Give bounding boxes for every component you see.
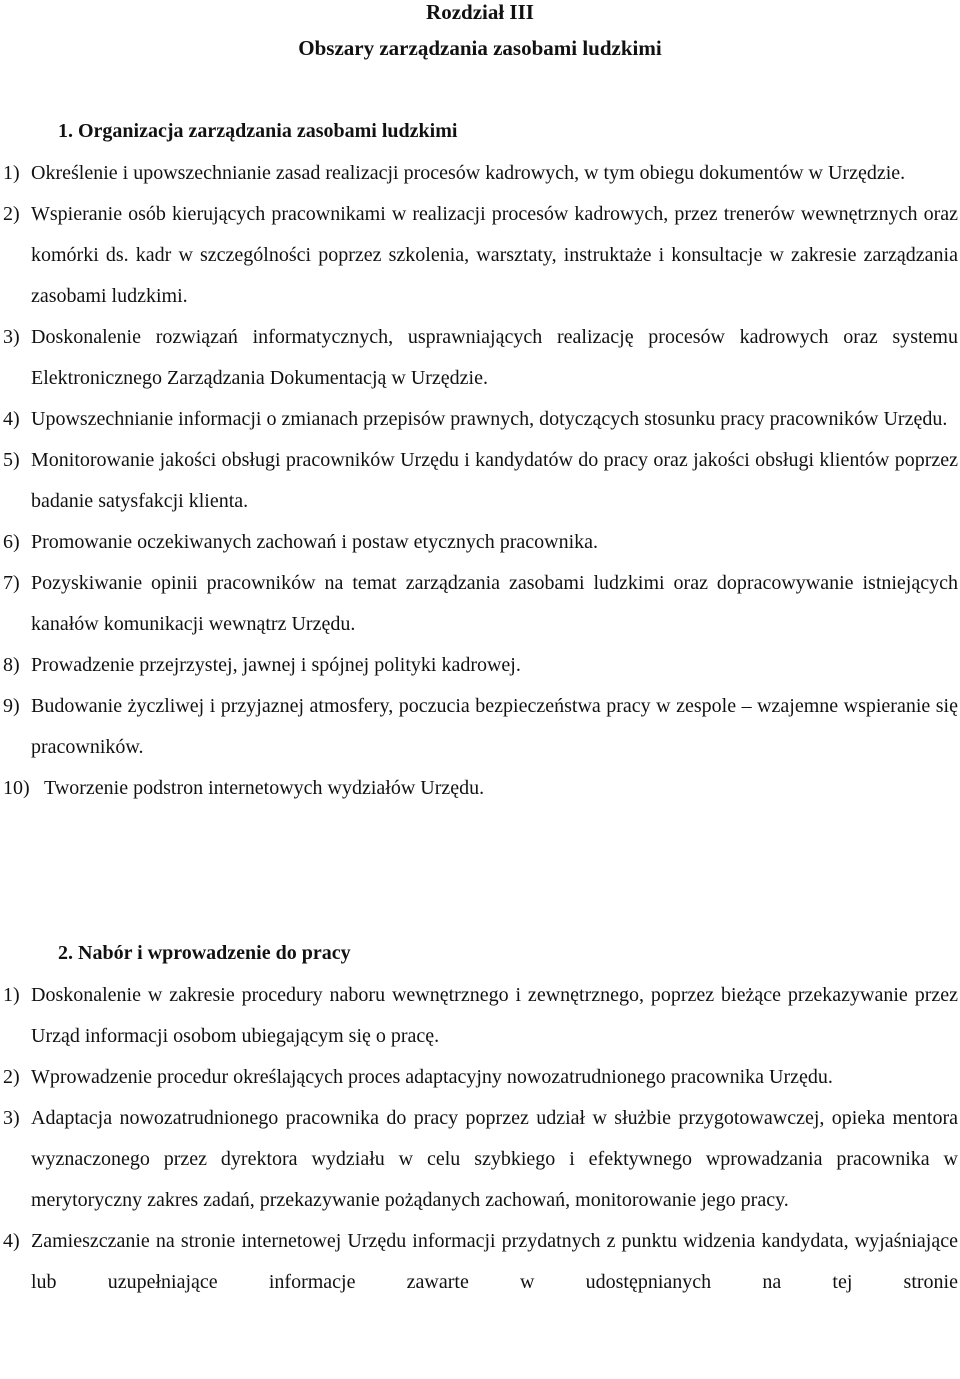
list-item-number: 9) (3, 695, 20, 717)
list-item-number: 6) (3, 531, 20, 553)
list-item (0, 686, 958, 768)
list-item (0, 399, 958, 440)
list-item-text: Pozyskiwanie opinii pracowników na temat zarządzania zasobami ludzkimi oraz dopracowywanie istniejących kanałów komunikacji wewnątrz Urzędu. (31, 572, 958, 635)
list-item-text: Doskonalenie rozwiązań informatycznych, usprawniających realizację procesów kadrowych oraz systemu Elektronicznego Zarządzania Dokumentacją w Urzędzie. (31, 326, 958, 389)
list-item (0, 768, 958, 809)
list-item (0, 1098, 958, 1221)
list-item-text: Upowszechnianie informacji o zmianach przepisów prawnych, dotyczących stosunku pracy pracowników Urzędu. (31, 408, 948, 430)
list-item (0, 440, 958, 522)
list-item-number: 3) (3, 1107, 20, 1129)
list-item-number: 4) (3, 1230, 20, 1252)
list-item-text: Wspieranie osób kierujących pracownikami w realizacji procesów kadrowych, przez trenerów wewnętrznych oraz komórki ds. kadr w szczególności poprzez szkolenia, warsztaty, instruktaże i konsultacje w zakresie zarządzania zasobami ludzkimi. (31, 203, 958, 307)
list-item-text: Prowadzenie przejrzystej, jawnej i spójnej polityki kadrowej. (31, 654, 521, 676)
section-2-heading: 2. Nabór i wprowadzenie do pracy (58, 942, 351, 964)
list-item (0, 975, 958, 1057)
list-item-text: Wprowadzenie procedur określających proces adaptacyjny nowozatrudnionego pracownika Urzędu. (31, 1066, 833, 1088)
list-item (0, 645, 958, 686)
list-item (0, 194, 958, 317)
section-2-list (0, 975, 958, 1303)
list-item-number: 8) (3, 654, 20, 676)
list-item (0, 522, 958, 563)
list-item-text: Tworzenie podstron internetowych wydziałów Urzędu. (44, 777, 485, 799)
list-item-number: 2) (3, 203, 20, 225)
list-item-number: 1) (3, 162, 20, 184)
list-item (0, 317, 958, 399)
list-item-text: Monitorowanie jakości obsługi pracowników Urzędu i kandydatów do pracy oraz jakości obsługi klientów poprzez badanie satysfakcji klienta. (31, 449, 958, 512)
chapter-title: Rozdział III (426, 0, 534, 24)
list-item-number: 7) (3, 572, 20, 594)
list-item-text: Budowanie życzliwej i przyjaznej atmosfery, poczucia bezpieczeństwa pracy w zespole – wzajemne wspieranie się pracowników. (31, 695, 958, 758)
list-item-number: 3) (3, 326, 20, 348)
section-1-heading: 1. Organizacja zarządzania zasobami ludzkimi (58, 120, 458, 142)
list-item-text: Zamieszczanie na stronie internetowej Urzędu informacji przydatnych z punktu widzenia kandydata, wyjaśniające lub uzupełniające informacje zawarte w udostępnianych na tej stronie (31, 1230, 958, 1293)
list-item (0, 1221, 958, 1303)
list-item (0, 1057, 958, 1098)
list-item-number: 5) (3, 449, 20, 471)
list-item-text: Określenie i upowszechnianie zasad realizacji procesów kadrowych, w tym obiegu dokumentów w Urzędzie. (31, 162, 906, 184)
list-item-text: Adaptacja nowozatrudnionego pracownika do pracy poprzez udział w służbie przygotowawczej, opieka mentora wyznaczonego przez dyrektora wydziału w celu szybkiego i efektywnego wprowadzania pracownika w merytoryczny zakres zadań, przekazywanie pożądanych zachowań, monitorowanie jego pracy. (31, 1107, 958, 1211)
list-item-text: Doskonalenie w zakresie procedury naboru wewnętrznego i zewnętrznego, poprzez bieżące przekazywanie przez Urząd informacji osobom ubiegającym się o pracę. (31, 984, 958, 1047)
list-item-number: 2) (3, 1066, 20, 1088)
list-item-number: 10) (3, 777, 30, 799)
list-item-text: Promowanie oczekiwanych zachowań i postaw etycznych pracownika. (31, 531, 599, 553)
list-item-number: 1) (3, 984, 20, 1006)
list-item-number: 4) (3, 408, 20, 430)
section-1-list (0, 153, 958, 809)
chapter-subtitle: Obszary zarządzania zasobami ludzkimi (298, 36, 662, 60)
list-item (0, 563, 958, 645)
list-item (0, 153, 958, 194)
